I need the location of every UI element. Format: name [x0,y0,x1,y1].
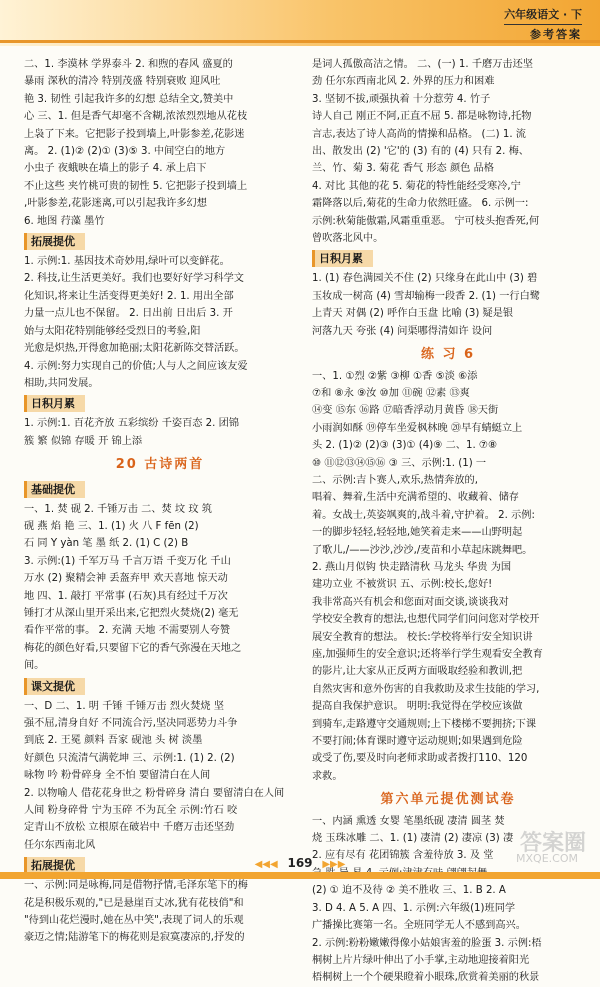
text-line: 花是积极乐观的,"已是悬崖百丈冰,犹有花枝俏"和 [24,897,244,909]
text-line: 到骑车,走路遵守交通规则;上下楼梯不要拥挤;下课 [312,718,537,730]
text-line: 一、1. ①烈 ②紫 ③柳 ①香 ⑤淡 ⑥添 [312,370,478,382]
text-line: 一、D 二、1. 明 千锤 千锤万击 烈火焚烧 坚 [24,700,224,712]
text-line: 梅花的颜色好看,只要留下它的香气弥漫在天地之 [24,642,242,654]
text-line: 咏物 吟 粉骨碎身 全不怕 要留清白在人间 [24,770,211,782]
text-line: 万水 (2) 聚精会神 丢盔弃甲 欢天喜地 惊天动 [24,573,228,585]
left-top-block [24,56,296,230]
text-line: ⑩ ⑪⑫⑬⑭⑮⑯ ③ 三、示例:1. (1) 一 [312,457,487,469]
text-line: 自然灾害和意外伤害的自我救助及求生技能的学习, [312,683,540,695]
text-line: 我非常高兴有机会和您面对面交谈,谈谈我对 [312,596,509,608]
text-line: 相助,共同发展。 [24,377,99,389]
left-column [24,56,296,947]
text-line: 到底 2. 王冕 颜料 吾家 砚池 头 树 淡墨 [24,735,203,747]
text-line: ⑦和 ⑧永 ⑨汝 ⑩加 ⑪碗 ⑫素 ⑬爽 [312,387,470,399]
text-line: 心 三、1. 但是香气却毫不含糊,浓浓烈烈地从花枝 [24,111,248,123]
text-line: 暴雨 深秋的清冷 特别茂盛 特别衰败 迎风吐 [24,76,221,88]
text-line: 任尔东西南北风 [24,839,96,851]
text-line: 上袅了下来。它把影子投到墙上,叶影参差,花影迷 [24,128,245,140]
section-heading: 日积月累 [312,250,373,267]
text-line: 建功立业 不被赏识 五、示例:校长,您好! [312,579,493,591]
text-line: 3. 坚韧不拔,顽强执着 十分惹劳 4. 竹子 [312,93,491,105]
page-number: 169 [287,856,313,870]
section-body [24,877,296,947]
text-line: 二、1. 李漠林 学界泰斗 2. 和煦的春风 盛夏的 [24,59,233,70]
text-line: 示例:秋菊能傲霜,风霜重重恶。 宁可枝头抱香死,何 [312,215,540,227]
text-line: 出、散发出 (2) '它'的 (3) 有的 (4) 只有 2. 梅、 [312,146,529,158]
right-arrows-icon: ▶▶▶ [322,859,346,870]
text-line: 强不屈,清身自好 不同流合污,坚决同恶势力斗争 [24,718,238,729]
text-line: 力量一点儿也不保留。 2. 日出前 日出后 3. 开 [24,308,233,320]
text-line: 1. 示例:1. 基因技术奇妙用,绿叶可以变鲜花。 [24,256,230,268]
text-line: 2. 示例:粉粉嫩嫩得像小姑娘害羞的脸蛋 3. 示例:梧 [312,937,542,949]
exercise-body [312,368,584,786]
text-line: 1. (1) 春色满园关不住 (2) 只缘身在此山中 (3) 碧 [312,273,538,285]
section-heading: 日积月累 [24,395,85,412]
text-line: 展安全教育的想法。 校长:学校将举行安全知识讲 [312,631,533,643]
section-body [24,253,296,392]
text-line: 河落九天 夸张 (4) 问渠哪得清如许 设问 [312,325,493,337]
text-line: 梧桐树上一个个硬果瞪着小眼珠,欣赏着美丽的秋景 [312,972,540,984]
text-line: 3. D 4. A 5. A 四、1. 示例:六年级(1)班同学 [312,902,516,914]
text-line: 不要打闹;体育课时遵守运动规则;如果遇到危险 [312,736,523,748]
text-line: 兰、竹、菊 3. 菊花 香气 形态 颜色 品格 [312,163,494,175]
watermark-url: MXQE.COM [516,852,578,865]
text-line: 桐树上片片绿叶伸出了小手掌,主动地迎接着阳光 [312,954,530,966]
text-line: 劲 任尔东西南北风 2. 外界的压力和困难 [312,76,495,88]
text-line: 头 2. (1)② (2)③ (3)① (4)⑨ 二、1. ⑦⑧ [312,440,498,452]
section-body [24,698,296,855]
text-line: 座,加强师生的安全意识;还将举行学生观看安全教育 [312,649,543,660]
text-line: 是词人孤傲高洁之情。 二、(一) 1. 千磨万击还坚 [312,59,533,70]
text-line: 言志,表达了诗人高尚的情操和品格。 (二) 1. 流 [312,128,526,140]
text-line: 2. 应有尽有 花团锦簇 含羞待放 3. 及 堂 [312,850,494,862]
text-line: 1. 示例:1. 百花齐放 五彩缤纷 千姿百态 2. 团锦 [24,418,240,430]
text-line: 一、示例:同是咏梅,同是借物抒情,毛泽东笔下的梅 [24,880,248,892]
page-footer [0,856,600,870]
text-line: 曾吹落北风中。 [312,233,384,245]
text-line: 一的脚步轻轻,轻轻地,她笑着走来——山野明起 [312,527,523,539]
footer-bar [0,872,600,879]
section-heading: 拓展提优 [24,233,85,250]
text-line: 诗人自己 刚正不阿,正直不屈 5. 都是咏物诗,托物 [312,111,532,123]
text-line: ⑭变 ⑮东 ⑯路 ⑰暗香浮动月黄昏 ⑱天街 [312,405,499,417]
right-top-block [312,56,584,247]
text-line: 不止这些 夹竹桃可贵的韧性 5. 它把影子投到墙上 [24,180,248,192]
text-line: 好颜色 只流清气满乾坤 三、示例:1. (1) 2. (2) [24,752,235,764]
text-line: 间。 [24,660,45,672]
text-line: 上青天 对偶 (2) 呼作白玉盘 比喻 (3) 疑是银 [312,308,514,320]
section-heading: 课文提优 [24,678,85,695]
text-line: 始与太阳花特别能够经受烈日的考验,阳 [24,325,201,337]
text-line: 2. 以物喻人 借花花身世之 粉骨碎身 清白 要留清白在人间 [24,787,285,799]
text-line: 3. 示例:(1) 千军万马 千言万语 千变万化 千山 [24,555,231,567]
text-line: 石 同 Y yàn 笔 墨 纸 2. (1) C (2) B [24,538,189,550]
text-line: 离。 2. (1)② (2)① (3)⑤ 3. 中间空白的地方 [24,146,226,158]
text-line: 砚 燕 焰 艳 三、1. (1) 火 八 F fēn (2) [24,520,199,532]
text-line: 或受了伤,要及时向老师求助或者拨打110、120 [312,753,528,765]
text-line: 广播操比赛第一名。全班同学无人不感到高兴。 [312,920,526,932]
lesson-title: 20 古诗两首 [115,457,205,473]
text-line: (2) ① 迫不及待 ② 美不胜收 三、1. B 2. A [312,885,506,897]
section-heading: 拓展提优 [24,857,85,874]
text-line: "待到山花烂漫时,她在丛中笑",表现了词人的乐观 [24,915,244,927]
section-body [24,415,296,450]
test-title: 第六单元提优测试卷 [380,792,516,808]
header-text [504,6,582,42]
text-line: 一、1. 焚 砚 2. 千锤万击 二、焚 坟 玟 筑 [24,503,212,515]
text-line: 4. 对比 其他的花 5. 菊花的特性能经受寒冷,宁 [312,180,521,192]
text-line: 4. 示例:努力实现自己的价值;人与人之间应该友爱 [24,360,248,372]
text-line: 锤打才从深山里开采出来,它把烈火焚烧(2) 毫无 [24,607,239,619]
text-line: 小虫子 夜蛾映在墙上的影子 4. 承上启下 [24,163,207,175]
text-line: 人间 粉身碎骨 宁为玉碎 不为瓦全 示例:竹石 咬 [24,805,238,817]
text-line: 的影片,让大家从正反两方面吸取经验和教训,把 [312,666,523,678]
text-line: 6. 地图 荇藻 墨竹 [24,215,105,227]
text-line: 一、内涵 熏透 女婴 笔墨纸砚 凄清 圆茎 焚 [312,815,505,827]
text-line: 唱着、舞着,生活中充满希望的、收藏着、储存 [312,492,519,504]
text-line: ,叶影参差,花影迷离,可以引起我许多幻想 [24,198,207,210]
section-heading: 基础提优 [24,481,85,498]
header-subtitle: 参考答案 [504,24,582,42]
left-arrows-icon: ◀◀◀ [254,859,278,870]
text-line: 光愈是炽热,开得愈加艳丽;太阳花新陈交替活跃。 [24,343,245,355]
text-line: 豪迈之情;陆游笔下的梅花则是寂寞凄凉的,抒发的 [24,932,245,944]
text-line: 学校安全教育的想法,也想代同学们问问您对学校开 [312,614,540,626]
text-line: 求救。 [312,770,343,782]
text-line: 2. 科技,让生活更美好。我们也要好好学习科学文 [24,273,244,285]
section-body [24,501,296,675]
section-body [312,270,584,340]
text-line: 二、示例:吉卜赛人,欢乐,热情奔放的, [312,474,478,486]
text-line: 簇 繁 似锦 存暖 开 锦上添 [24,435,143,447]
text-line: 霜降落以后,菊花的生命力依然旺盛。 6. 示例一: [312,198,529,210]
watermark-logo: 答案圈 [519,831,586,856]
header-grade: 六年级语文 · 下 [504,8,582,21]
exercise-title: 练 习 6 [420,347,476,363]
text-line: 了歌儿,/——沙沙,沙沙,/麦苗和小草起床跳舞吧。 [312,544,533,556]
text-line: 玉妆成一树高 (4) 雪却输梅一段香 2. (1) 一行白鹭 [312,290,540,302]
text-line: 看作平常的事。 2. 充满 天地 不需要别人夸赞 [24,625,231,637]
text-line: 着。女战士,英姿飒爽的,战斗着,守护着。 2. 示例: [312,509,535,521]
text-line: 艳 3. 韧性 引起我许多的幻想 总结全文,赞美中 [24,93,234,105]
text-line: 小雨润如酥 ⑲停车坐爱枫林晚 ⑳早有蜻蜓立上 [312,422,523,434]
text-line: 地 四、1. 敲打 平常事 (石灰)具有经过千万次 [24,590,228,602]
text-line: 提高自我保护意识。 明明:我觉得在学校应该做 [312,701,523,713]
text-line: 定青山不放松 立根原在破岩中 千磨万击还坚劲 [24,822,235,834]
text-line: 化知识,将来让生活变得更美好! 2. 1. 用出全部 [24,290,234,302]
text-line: 2. 燕山月似钩 快走踏清秋 马龙头 华贵 为国 [312,561,512,573]
text-line: 烧 玉珠冰雕 二、1. (1) 凄清 (2) 凄凉 (3) 凄 [312,833,514,845]
